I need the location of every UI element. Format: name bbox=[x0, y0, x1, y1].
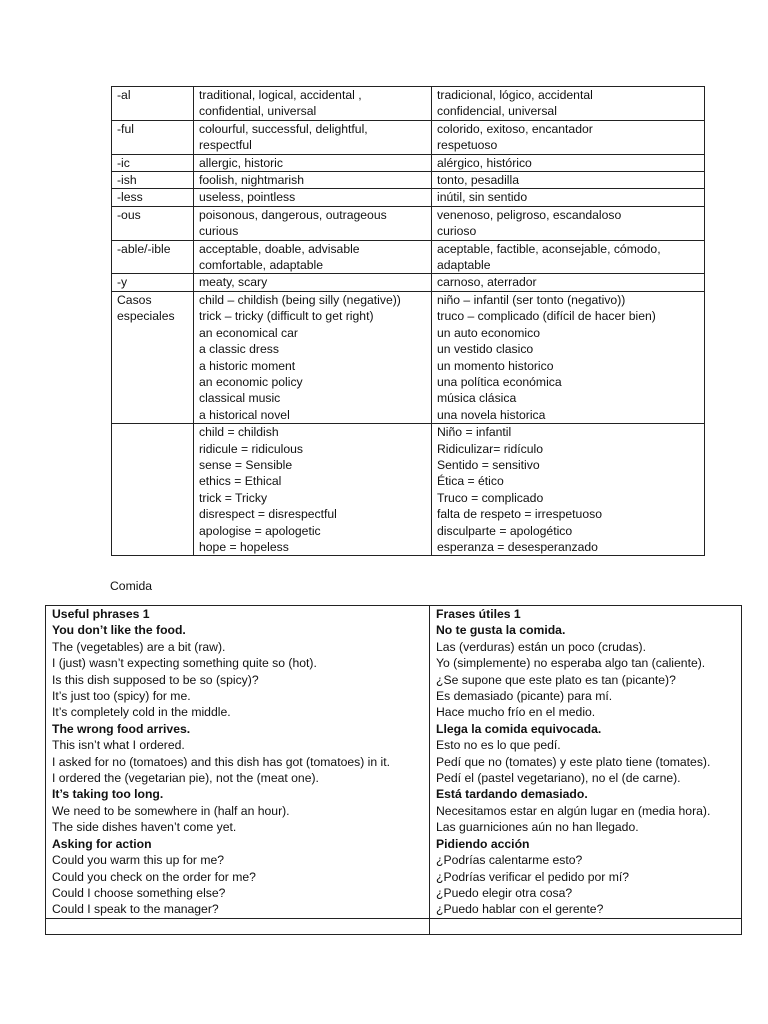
spanish-cell bbox=[432, 87, 705, 121]
text-line: Ética = ético bbox=[437, 474, 504, 489]
text-line: confidencial, universal bbox=[437, 104, 557, 119]
text-line: colourful, successful, delightful, bbox=[199, 121, 368, 136]
text-line: an economic policy bbox=[199, 374, 303, 389]
spanish-cell bbox=[432, 206, 705, 240]
text-line: disculparte = apologético bbox=[437, 523, 573, 538]
suffix-cell bbox=[112, 87, 194, 121]
text-line: confidential, universal bbox=[199, 104, 317, 119]
text-line: un momento historico bbox=[437, 358, 554, 373]
spanish-cell bbox=[432, 189, 705, 206]
english-cell bbox=[194, 424, 432, 556]
suffix-row bbox=[112, 240, 705, 274]
spanish-phrases-cell bbox=[430, 606, 742, 919]
empty-row bbox=[46, 918, 742, 934]
text-line: -ish bbox=[117, 173, 137, 188]
text-line: falta de respeto = irrespetuoso bbox=[437, 507, 602, 522]
text-line: una política económica bbox=[437, 374, 562, 389]
text-line: The wrong food arrives. bbox=[52, 721, 191, 736]
english-cell bbox=[194, 240, 432, 274]
english-cell bbox=[194, 172, 432, 189]
text-line: ethics = Ethical bbox=[199, 474, 282, 489]
text-line: -able/-ible bbox=[117, 241, 171, 256]
text-line: classical music bbox=[199, 391, 281, 406]
text-line: Llega la comida equivocada. bbox=[436, 721, 602, 736]
text-line: respetuoso bbox=[437, 138, 498, 153]
spanish-cell bbox=[432, 274, 705, 291]
text-line: alérgico, histórico bbox=[437, 155, 532, 170]
text-line: Hace mucho frío en el medio. bbox=[436, 705, 596, 720]
text-line: a historic moment bbox=[199, 358, 296, 373]
text-line: ¿Puedo hablar con el gerente? bbox=[436, 902, 604, 917]
suffix-row bbox=[112, 172, 705, 189]
text-line: -al bbox=[117, 88, 131, 102]
text-line: respectful bbox=[199, 138, 252, 153]
suffix-cell bbox=[112, 154, 194, 171]
text-line: foolish, nightmarish bbox=[199, 173, 304, 188]
text-line: We need to be somewhere in (half an hour). bbox=[52, 803, 290, 818]
text-line: Es demasiado (picante) para mí. bbox=[436, 689, 613, 704]
text-line: especiales bbox=[117, 309, 175, 324]
text-line: Could I choose something else? bbox=[52, 885, 226, 900]
text-line: trick – tricky (difficult to get right) bbox=[199, 309, 374, 324]
text-line: Niño = infantil bbox=[437, 425, 512, 440]
spanish-cell bbox=[432, 154, 705, 171]
text-line: It’s completely cold in the middle. bbox=[52, 705, 231, 720]
text-line: I asked for no (tomatoes) and this dish has got (tomatoes) in it. bbox=[52, 754, 391, 769]
text-line: Está tardando demasiado. bbox=[436, 787, 588, 802]
text-line: Necesitamos estar en algún lugar en (media hora). bbox=[436, 803, 711, 818]
text-line: Las guarniciones aún no han llegado. bbox=[436, 820, 639, 835]
text-line: Could you check on the order for me? bbox=[52, 869, 256, 884]
text-line: ¿Puedo elegir otra cosa? bbox=[436, 885, 573, 900]
suffix-row bbox=[112, 206, 705, 240]
suffix-row bbox=[112, 87, 705, 121]
text-line: acceptable, doable, advisable bbox=[199, 241, 360, 256]
text-line: -less bbox=[117, 190, 143, 205]
english-cell bbox=[194, 206, 432, 240]
suffix-cell bbox=[112, 240, 194, 274]
text-line: I ordered the (vegetarian pie), not the (meat one). bbox=[52, 771, 319, 786]
text-line: I (just) wasn’t expecting something quite so (hot). bbox=[52, 656, 317, 671]
text-line: The (vegetables) are a bit (raw). bbox=[52, 639, 226, 654]
text-line: Asking for action bbox=[52, 836, 152, 851]
suffix-table-body bbox=[112, 87, 705, 556]
english-cell bbox=[194, 274, 432, 291]
suffix-row bbox=[112, 291, 705, 423]
text-line: a classic dress bbox=[199, 342, 279, 357]
text-line: música clásica bbox=[437, 391, 517, 406]
text-line: inútil, sin sentido bbox=[437, 190, 528, 205]
suffix-cell bbox=[112, 172, 194, 189]
text-line: Could I speak to the manager? bbox=[52, 902, 219, 917]
suffix-cell bbox=[112, 120, 194, 154]
spanish-cell bbox=[432, 240, 705, 274]
text-line: Is this dish supposed to be so (spicy)? bbox=[52, 672, 259, 687]
text-line: adaptable bbox=[437, 258, 491, 273]
english-cell bbox=[194, 291, 432, 423]
text-line: Ridiculizar= ridículo bbox=[437, 441, 544, 456]
spanish-cell bbox=[432, 172, 705, 189]
text-line: curioso bbox=[437, 224, 477, 239]
text-line: You don’t like the food. bbox=[52, 623, 186, 638]
text-line: Yo (simplemente) no esperaba algo tan (caliente). bbox=[436, 656, 706, 671]
empty-cell bbox=[430, 918, 742, 934]
text-line: -ful bbox=[117, 121, 134, 136]
text-line: truco – complicado (difícil de hacer bien) bbox=[437, 309, 656, 324]
text-line: meaty, scary bbox=[199, 275, 268, 290]
suffix-cell bbox=[112, 424, 194, 556]
text-line: hope = hopeless bbox=[199, 539, 289, 554]
suffix-row bbox=[112, 120, 705, 154]
text-line: Truco = complicado bbox=[437, 490, 544, 505]
english-cell bbox=[194, 154, 432, 171]
section-title: Comida bbox=[110, 579, 152, 593]
text-line: an economical car bbox=[199, 325, 298, 340]
suffix-cell bbox=[112, 206, 194, 240]
english-phrases-cell bbox=[46, 606, 430, 919]
text-line: apologise = apologetic bbox=[199, 523, 321, 538]
text-line: venenoso, peligroso, escandaloso bbox=[437, 207, 622, 222]
text-line: sense = Sensible bbox=[199, 457, 293, 472]
text-line: useless, pointless bbox=[199, 190, 296, 205]
text-line: traditional, logical, accidental , bbox=[199, 88, 362, 102]
text-line: ¿Se supone que este plato es tan (picante)? bbox=[436, 672, 676, 687]
text-line: allergic, historic bbox=[199, 155, 283, 170]
text-line: -y bbox=[117, 275, 128, 290]
english-cell bbox=[194, 87, 432, 121]
text-line: Frases útiles 1 bbox=[436, 607, 521, 621]
text-line: carnoso, aterrador bbox=[437, 275, 537, 290]
text-line: The side dishes haven’t come yet. bbox=[52, 820, 237, 835]
text-line: ¿Podrías calentarme esto? bbox=[436, 853, 583, 868]
text-line: Useful phrases 1 bbox=[52, 607, 150, 621]
text-line: Casos bbox=[117, 292, 152, 307]
suffix-row bbox=[112, 189, 705, 206]
suffix-cell bbox=[112, 189, 194, 206]
suffix-cell bbox=[112, 274, 194, 291]
text-line: curious bbox=[199, 224, 239, 239]
text-line: un auto economico bbox=[437, 325, 540, 340]
text-line: ¿Podrías verificar el pedido por mí? bbox=[436, 869, 630, 884]
text-line: It’s just too (spicy) for me. bbox=[52, 689, 191, 704]
spanish-cell bbox=[432, 424, 705, 556]
suffix-row bbox=[112, 274, 705, 291]
suffix-row bbox=[112, 154, 705, 171]
text-line: Las (verduras) están un poco (crudas). bbox=[436, 639, 646, 654]
text-line: trick = Tricky bbox=[199, 490, 268, 505]
spanish-cell bbox=[432, 120, 705, 154]
text-line: child – childish (being silly (negative)) bbox=[199, 292, 401, 307]
text-line: esperanza = desesperanzado bbox=[437, 539, 598, 554]
text-line: It’s taking too long. bbox=[52, 787, 164, 802]
text-line: Esto no es lo que pedí. bbox=[436, 738, 561, 753]
text-line: disrespect = disrespectful bbox=[199, 507, 337, 522]
text-line: un vestido clasico bbox=[437, 342, 534, 357]
text-line: Could you warm this up for me? bbox=[52, 853, 225, 868]
empty-cell bbox=[46, 918, 430, 934]
text-line: poisonous, dangerous, outrageous bbox=[199, 207, 387, 222]
text-line: comfortable, adaptable bbox=[199, 258, 323, 273]
text-line: Pidiendo acción bbox=[436, 836, 530, 851]
suffix-table bbox=[111, 86, 705, 556]
text-line: una novela historica bbox=[437, 407, 546, 422]
english-cell bbox=[194, 120, 432, 154]
text-line: child = childish bbox=[199, 425, 279, 440]
text-line: a historical novel bbox=[199, 407, 290, 422]
phrases-row bbox=[46, 606, 742, 919]
text-line: aceptable, factible, aconsejable, cómodo, bbox=[437, 241, 661, 256]
text-line: -ic bbox=[117, 155, 130, 170]
text-line: ridicule = ridiculous bbox=[199, 441, 303, 456]
text-line: tradicional, lógico, accidental bbox=[437, 88, 593, 102]
text-line: tonto, pesadilla bbox=[437, 173, 519, 188]
text-line: Sentido = sensitivo bbox=[437, 457, 540, 472]
text-line: Pedí el (pastel vegetariano), no el (de carne). bbox=[436, 771, 681, 786]
text-line: -ous bbox=[117, 207, 141, 222]
text-line: This isn’t what I ordered. bbox=[52, 738, 185, 753]
suffix-cell bbox=[112, 291, 194, 423]
suffix-row bbox=[112, 424, 705, 556]
english-cell bbox=[194, 189, 432, 206]
spanish-cell bbox=[432, 291, 705, 423]
text-line: Pedí que no (tomates) y este plato tiene (tomates). bbox=[436, 754, 711, 769]
text-line: colorido, exitoso, encantador bbox=[437, 121, 593, 136]
text-line: No te gusta la comida. bbox=[436, 623, 566, 638]
text-line: niño – infantil (ser tonto (negativo)) bbox=[437, 292, 626, 307]
phrases-table bbox=[45, 605, 742, 935]
